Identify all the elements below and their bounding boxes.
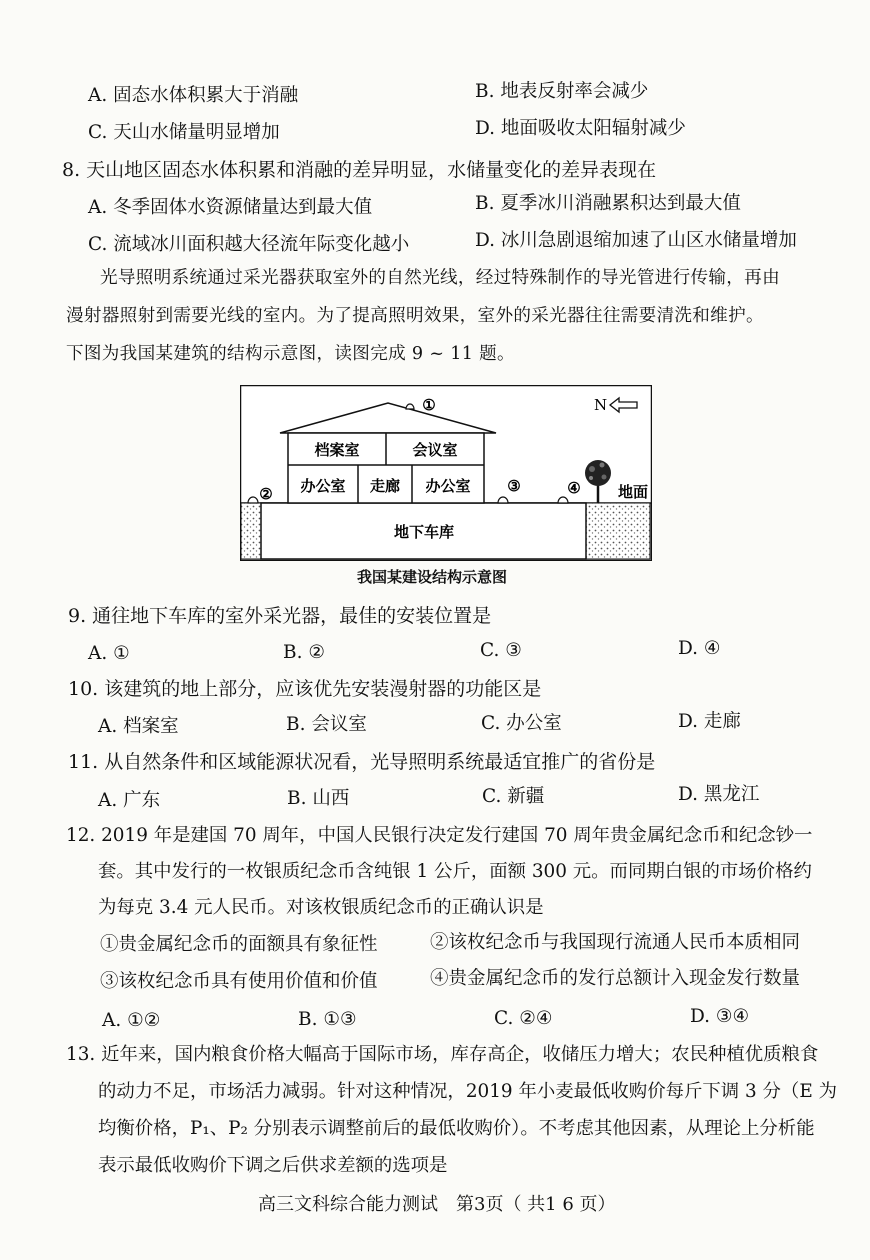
- collector-1-icon: [406, 404, 414, 409]
- q7-option-a: A. 固态水体积累大于消融: [88, 85, 299, 106]
- q13-line-2: 的动力不足，市场活力减弱。针对这种情况，2019 年小麦最低收购价每斤下调 3 分（E 为: [98, 1081, 837, 1102]
- q11-option-d: D. 黑龙江: [678, 784, 760, 805]
- q10-text: 10. 该建筑的地上部分，应该优先安装漫射器的功能区是: [68, 678, 542, 700]
- q9-option-c: C. ③: [480, 640, 522, 661]
- room-archive: 档案室: [314, 441, 360, 459]
- q11-option-c: C. 新疆: [482, 786, 545, 807]
- page-footer: 高三文科综合能力测试 第3页（ 共1 6 页）: [258, 1194, 616, 1215]
- north-label: N: [594, 396, 608, 414]
- marker-4: ④: [567, 479, 581, 497]
- room-garage: 地下车库: [393, 523, 455, 541]
- q11-text: 11. 从自然条件和区域能源状况看，光导照明系统最适宜推广的省份是: [68, 751, 656, 773]
- q12-option-c: C. ②④: [494, 1008, 553, 1029]
- q12-statement-3: ③该枚纪念币具有使用价值和价值: [100, 971, 378, 992]
- q9-option-b: B. ②: [283, 642, 325, 663]
- marker-2: ②: [259, 485, 273, 503]
- building-diagram: [240, 385, 652, 561]
- passage-line-3: 下图为我国某建筑的结构示意图，读图完成 9 ~ 11 题。: [66, 344, 515, 364]
- q11-option-b: B. 山西: [287, 788, 350, 809]
- collector-3-icon: [498, 497, 508, 503]
- q10-option-a: A. 档案室: [98, 716, 179, 737]
- collector-2-icon: [248, 497, 258, 503]
- q12-option-b: B. ①③: [298, 1009, 357, 1030]
- q7-option-c: C. 天山水储量明显增加: [88, 122, 280, 143]
- room-corridor: 走廊: [369, 477, 401, 495]
- q9-option-d: D. ④: [678, 638, 721, 659]
- q13-line-4: 表示最低收购价下调之后供求差额的选项是: [98, 1155, 448, 1176]
- q8-option-a: A. 冬季固体水资源储量达到最大值: [88, 197, 373, 218]
- q12-line-2: 套。其中发行的一枚银质纪念币含纯银 1 公斤，面额 300 元。而同期白银的市场价格约: [98, 861, 812, 882]
- passage-line-2: 漫射器照射到需要光线的室内。为了提高照明效果，室外的采光器往往需要清洗和维护。: [66, 306, 764, 326]
- room-office-right: 办公室: [425, 477, 471, 495]
- q8-option-b: B. 夏季冰川消融累积达到最大值: [475, 193, 741, 214]
- ground-label: 地面: [617, 483, 649, 501]
- q9-text: 9. 通往地下车库的室外采光器，最佳的安装位置是: [68, 605, 492, 627]
- q12-statement-1: ①贵金属纪念币的面额具有象征性: [100, 934, 378, 955]
- passage-line-1: 光导照明系统通过采光器获取室外的自然光线，经过特殊制作的导光管进行传输，再由: [100, 268, 780, 288]
- q12-line-1: 12. 2019 年是建国 70 周年，中国人民银行决定发行建国 70 周年贵金属纪念币和纪念钞一: [66, 825, 813, 846]
- q8-option-d: D. 冰川急剧退缩加速了山区水储量增加: [475, 230, 797, 251]
- q13-line-3: 均衡价格，P₁、P₂ 分别表示调整前后的最低收购价）。不考虑其他因素，从理论上分析能: [98, 1118, 815, 1139]
- q12-statement-4: ④贵金属纪念币的发行总额计入现金发行数量: [430, 968, 801, 989]
- q8-option-c: C. 流域冰川面积越大径流年际变化越小: [88, 234, 410, 255]
- q10-option-c: C. 办公室: [481, 713, 562, 734]
- marker-1: ①: [422, 396, 436, 414]
- room-meeting: 会议室: [412, 441, 458, 459]
- q7-option-d: D. 地面吸收太阳辐射减少: [475, 118, 686, 139]
- soil-right: [586, 503, 650, 559]
- q12-option-a: A. ①②: [102, 1010, 161, 1031]
- diagram-caption: 我国某建设结构示意图: [357, 568, 508, 586]
- q9-option-a: A. ①: [88, 643, 130, 664]
- q11-option-a: A. 广东: [98, 790, 161, 811]
- room-office-left: 办公室: [300, 477, 346, 495]
- q10-option-b: B. 会议室: [286, 714, 367, 735]
- q12-line-3: 为每克 3.4 元人民币。对该枚银质纪念币的正确认识是: [98, 897, 544, 918]
- q12-option-d: D. ③④: [690, 1006, 750, 1027]
- q7-option-b: B. 地表反射率会减少: [475, 81, 649, 102]
- q13-line-1: 13. 近年来，国内粮食价格大幅高于国际市场，库存高企，收储压力增大；农民种植优质粮食: [66, 1044, 819, 1065]
- collector-4-icon: [558, 497, 568, 503]
- q12-statement-2: ②该枚纪念币与我国现行流通人民币本质相同: [430, 932, 801, 953]
- q10-option-d: D. 走廊: [678, 711, 741, 732]
- q8-text: 8. 天山地区固态水体积累和消融的差异明显，水储量变化的差异表现在: [62, 159, 657, 181]
- soil-left: [241, 503, 261, 559]
- marker-3: ③: [507, 477, 521, 495]
